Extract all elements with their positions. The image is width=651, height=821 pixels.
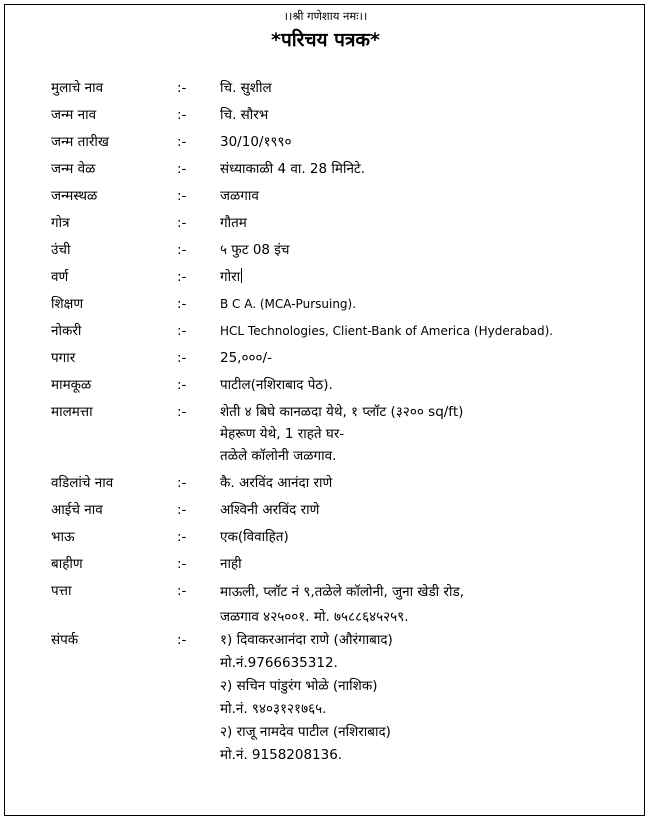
field-label: जन्म तारीख	[51, 134, 109, 150]
field-separator: :-	[177, 134, 187, 150]
field-label: गोत्र	[51, 215, 70, 231]
field-separator: :-	[177, 377, 187, 393]
field-separator: :-	[177, 350, 187, 366]
field-value: कै. अरविंद आनंदा राणे	[220, 475, 333, 491]
field-separator: :-	[177, 107, 187, 123]
field-value: चि. सौरभ	[220, 107, 269, 123]
field-value-lines	[220, 401, 463, 467]
field-value: एक(विवाहित)	[220, 529, 289, 545]
field-label: बाहीण	[51, 556, 83, 572]
header-blessing: ।।श्री गणेशाय नमः।।	[283, 9, 368, 23]
field-separator: :-	[177, 215, 187, 231]
field-value: पाटील(नशिराबाद पेठ).	[220, 377, 333, 393]
field-separator: :-	[177, 556, 187, 572]
field-value: चि. सुशील	[220, 80, 272, 96]
field-label: आईचे नाव	[51, 502, 103, 518]
field-value: B C A. (MCA-Pursuing).	[220, 297, 357, 311]
field-value-line: मो.नं. 9158208136.	[220, 747, 343, 763]
field-label: जन्मस्थळ	[51, 188, 98, 204]
field-value-line: शेती ४ बिघे कानळदा येथे, १ प्लॉट (३२०० sq/ft)	[220, 404, 464, 420]
field-value-line: तळेले कॉलोनी जळगाव.	[220, 448, 337, 464]
field-value-line: मेहरूण येथे, 1 राहते घर-	[220, 426, 345, 442]
field-separator: :-	[177, 296, 187, 312]
field-value: अश्विनी अरविंद राणे	[220, 502, 320, 518]
field-separator: :-	[177, 242, 187, 258]
field-value: नाही	[220, 556, 242, 572]
field-separator: :-	[177, 80, 187, 96]
field-value: ५ फुट 08 इंच	[220, 242, 290, 258]
field-value-line: मो.नं.9766635312.	[220, 655, 338, 671]
field-label: संपर्क	[51, 632, 79, 648]
field-label: वडिलांचे नाव	[51, 475, 114, 491]
field-value-line: १) दिवाकरआनंदा राणे (औरंगाबाद)	[220, 632, 393, 648]
field-label: उंची	[51, 242, 71, 258]
field-label: मुलाचे नाव	[51, 80, 104, 96]
field-value: संध्याकाळी 4 वा. 28 मिनिटे.	[220, 161, 366, 177]
field-separator: :-	[177, 161, 187, 177]
field-separator: :-	[177, 632, 187, 648]
field-label: पत्ता	[51, 583, 72, 599]
field-value: जळगाव	[220, 188, 259, 204]
field-label: भाऊ	[51, 529, 75, 545]
field-value-line: २) राजू नामदेव पाटील (नशिराबाद)	[220, 724, 391, 740]
field-label: मालमत्ता	[51, 404, 93, 420]
field-separator: :-	[177, 475, 187, 491]
field-separator: :-	[177, 323, 187, 339]
field-label: वर्ण	[51, 269, 69, 285]
field-separator: :-	[177, 529, 187, 545]
field-value-text: गोरा	[220, 269, 241, 285]
field-value: HCL Technologies, Client-Bank of America (Hyderabad).	[220, 324, 554, 338]
field-separator: :-	[177, 502, 187, 518]
field-label: जन्म नाव	[51, 107, 97, 123]
field-value-lines	[220, 629, 393, 767]
field-separator: :-	[177, 188, 187, 204]
page-title: *परिचय पत्रक*	[271, 29, 380, 51]
field-label: नोकरी	[51, 323, 82, 339]
text-cursor	[241, 268, 242, 283]
field-separator: :-	[177, 269, 187, 285]
field-label: पगार	[51, 350, 76, 366]
field-value-line: जळगाव ४२५००१. मो. ७५८८६४५२५९.	[220, 609, 409, 625]
field-value-line: माऊली, प्लॉट नं ९,तळेले कॉलोनी, जुना खेडी रोड,	[220, 584, 465, 600]
field-value-line: २) सचिन पांडुरंग भोळे (नाशिक)	[220, 678, 378, 694]
field-value: 30/10/१९९०	[220, 134, 292, 150]
field-separator: :-	[177, 404, 187, 420]
field-label: मामकूळ	[51, 377, 92, 393]
field-label: शिक्षण	[51, 296, 84, 312]
field-separator: :-	[177, 583, 187, 599]
field-value: 25,०००/-	[220, 350, 272, 366]
field-value-editable[interactable]	[220, 266, 242, 288]
field-value-line: मो.नं. ९४०३१२१७६५.	[220, 701, 327, 717]
field-value: गौतम	[220, 215, 247, 231]
field-value-lines	[220, 580, 464, 630]
field-label: जन्म वेळ	[51, 161, 96, 177]
